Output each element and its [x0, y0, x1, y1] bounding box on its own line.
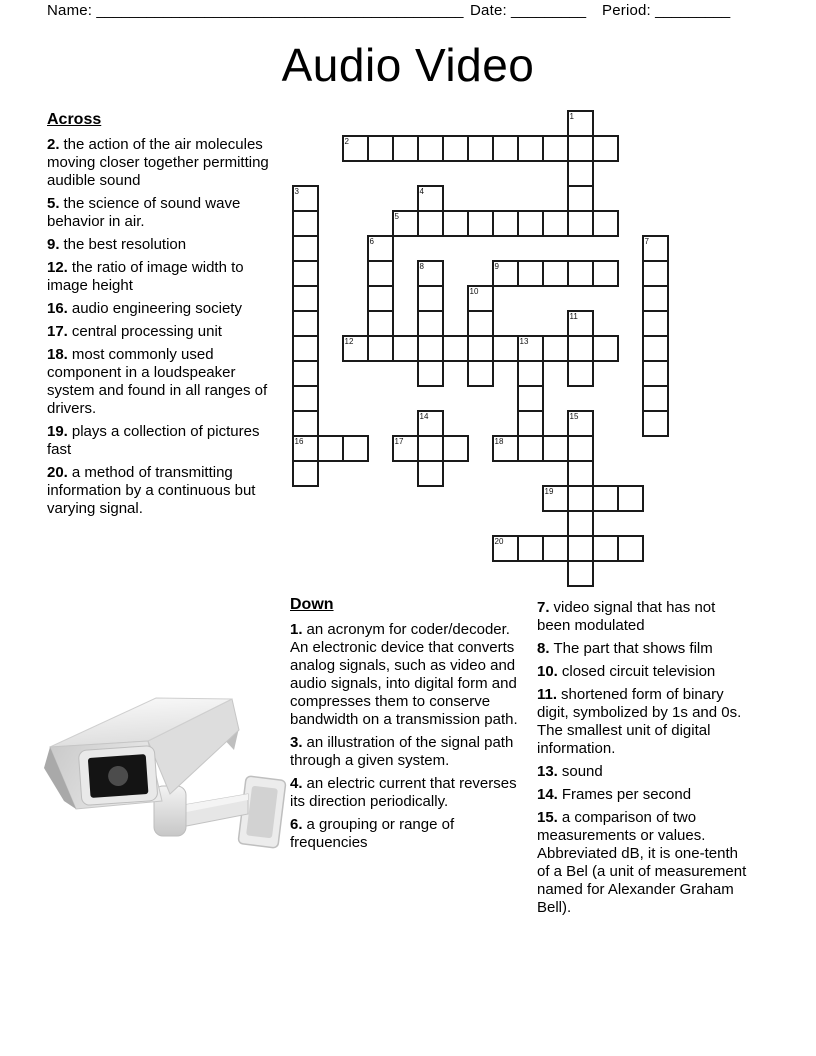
- grid-cell-number: 2: [344, 137, 349, 146]
- grid-cell: [643, 411, 668, 436]
- down-clue-10: [537, 663, 750, 681]
- grid-cell: [568, 436, 593, 461]
- clue-number: 2.: [47, 136, 60, 153]
- across-clue-5: [47, 195, 279, 231]
- grid-cell-number: 4: [419, 187, 424, 196]
- grid-cell: [418, 336, 443, 361]
- grid-cell: [468, 336, 493, 361]
- grid-cell: [293, 361, 318, 386]
- grid-cell: [468, 311, 493, 336]
- security-camera-illustration: [36, 688, 288, 860]
- grid-cell: [343, 436, 368, 461]
- across-heading: Across: [47, 111, 102, 128]
- clue-number: 3.: [290, 734, 303, 751]
- down-clue-3: [290, 734, 518, 770]
- across-section: [47, 111, 279, 523]
- clue-number: 6.: [290, 816, 303, 833]
- grid-cell-number: 7: [644, 237, 649, 246]
- grid-cell: [418, 286, 443, 311]
- across-clue-17: [47, 323, 279, 341]
- name-label: Name:: [47, 2, 93, 19]
- clue-text: audio engineering society: [71, 300, 242, 317]
- clue-number: 1.: [290, 621, 303, 638]
- grid-cell: [518, 411, 543, 436]
- grid-cell-number: 8: [419, 262, 424, 271]
- down-clue-15: [537, 809, 750, 917]
- grid-cell: [568, 511, 593, 536]
- grid-cell: [293, 261, 318, 286]
- grid-cell: [593, 336, 618, 361]
- clue-number: 14.: [537, 786, 558, 803]
- grid-cell: [543, 211, 568, 236]
- across-clue-16: [47, 300, 279, 318]
- grid-cell: [293, 411, 318, 436]
- grid-cell: [543, 136, 568, 161]
- grid-cell: [593, 136, 618, 161]
- grid-cell: [543, 261, 568, 286]
- puzzle-title: Audio Video: [281, 39, 535, 91]
- clue-text: the best resolution: [63, 236, 187, 253]
- grid-cell-number: 17: [394, 437, 404, 446]
- grid-cell: [493, 336, 518, 361]
- clue-text: a comparison of two measurements or values. Abbreviated dB, it is one-tenth of a Bel (a unit of measurement named for Alexander Graham Bell).: [537, 809, 747, 916]
- grid-cell: [568, 161, 593, 186]
- grid-cell: [543, 436, 568, 461]
- grid-cell: [293, 461, 318, 486]
- clue-text: an electric current that reverses its direction periodically.: [290, 775, 517, 810]
- grid-cell: [543, 336, 568, 361]
- grid-cell: [468, 361, 493, 386]
- crossword-grid: [292, 110, 669, 587]
- grid-cell: [568, 261, 593, 286]
- name-field: [47, 2, 463, 19]
- clue-number: 12.: [47, 259, 68, 276]
- grid-cell: [293, 336, 318, 361]
- grid-cell: [493, 136, 518, 161]
- grid-cell: [293, 211, 318, 236]
- down-clue-13: [537, 763, 750, 781]
- clue-text: a method of transmitting information by a continuous but varying signal.: [47, 464, 256, 517]
- clue-number: 13.: [537, 763, 558, 780]
- grid-cell: [493, 211, 518, 236]
- grid-cell: [643, 261, 668, 286]
- crossword-grid-container: [292, 110, 669, 592]
- down-section-col1: [290, 596, 518, 857]
- camera-arm: [154, 786, 248, 836]
- grid-cell: [643, 336, 668, 361]
- grid-cell: [368, 261, 393, 286]
- down-clue-4: [290, 775, 518, 811]
- grid-cell: [643, 386, 668, 411]
- grid-cell: [593, 486, 618, 511]
- clue-text: an acronym for coder/decoder. An electronic device that converts analog signals, such as video and audio signals, into digital form and compresses them to conserve bandwidth on a transmission path.: [290, 621, 518, 728]
- period-label: Period:: [602, 2, 651, 19]
- grid-cell-number: 16: [294, 437, 304, 446]
- clue-text: an illustration of the signal path through a given system.: [290, 734, 514, 769]
- grid-cell: [293, 386, 318, 411]
- clue-text: the ratio of image width to image height: [47, 259, 244, 294]
- down-clue-14: [537, 786, 750, 804]
- grid-cell-number: 5: [394, 212, 399, 221]
- grid-cell: [443, 211, 468, 236]
- grid-cell: [518, 386, 543, 411]
- grid-cell: [368, 336, 393, 361]
- clue-number: 18.: [47, 346, 68, 363]
- clue-number: 5.: [47, 195, 60, 212]
- clue-number: 7.: [537, 599, 550, 616]
- grid-cell: [518, 261, 543, 286]
- grid-cell: [293, 236, 318, 261]
- name-blank-line: ____________________________________________: [96, 2, 464, 19]
- clue-number: 9.: [47, 236, 60, 253]
- grid-cell: [393, 136, 418, 161]
- grid-cell: [593, 211, 618, 236]
- clue-text: plays a collection of pictures fast: [47, 423, 260, 458]
- grid-cell: [418, 136, 443, 161]
- grid-cell: [568, 186, 593, 211]
- period-field: [602, 2, 730, 19]
- grid-cell-number: 14: [419, 412, 429, 421]
- grid-cell: [368, 311, 393, 336]
- down-clue-7: [537, 599, 750, 635]
- date-field: [470, 2, 586, 19]
- grid-cell: [593, 536, 618, 561]
- grid-cell: [568, 211, 593, 236]
- clue-number: 15.: [537, 809, 558, 826]
- clue-number: 10.: [537, 663, 558, 680]
- grid-cell: [568, 336, 593, 361]
- grid-cell-number: 1: [569, 112, 574, 121]
- down-clue-8: [537, 640, 750, 658]
- grid-cell: [568, 136, 593, 161]
- grid-cell-number: 13: [519, 337, 529, 346]
- grid-cell-number: 10: [469, 287, 479, 296]
- down-clue-11: [537, 686, 750, 758]
- down-section-col2: [537, 599, 750, 922]
- grid-cell: [418, 361, 443, 386]
- across-clue-2: [47, 136, 279, 190]
- down-clue-1: [290, 621, 518, 729]
- grid-cell: [418, 311, 443, 336]
- grid-cell: [568, 561, 593, 586]
- grid-cell: [368, 136, 393, 161]
- grid-cell: [568, 361, 593, 386]
- grid-cell: [568, 461, 593, 486]
- grid-cell-number: 6: [369, 237, 374, 246]
- grid-cell: [568, 536, 593, 561]
- clue-text: most commonly used component in a loudspeaker system and found in all ranges of drivers.: [47, 346, 268, 417]
- grid-cell-number: 12: [344, 337, 354, 346]
- clue-text: the science of sound wave behavior in air.: [47, 195, 241, 230]
- grid-cell: [418, 436, 443, 461]
- clue-text: sound: [561, 763, 603, 780]
- across-clue-9: [47, 236, 279, 254]
- grid-cell: [518, 136, 543, 161]
- grid-cell-number: 15: [569, 412, 579, 421]
- grid-cell: [518, 361, 543, 386]
- across-clue-19: [47, 423, 279, 459]
- period-blank-line: _________: [655, 2, 731, 19]
- clue-text: Frames per second: [561, 786, 692, 803]
- grid-cell-number: 11: [569, 312, 578, 321]
- grid-cell-number: 20: [494, 537, 504, 546]
- grid-cell: [643, 311, 668, 336]
- grid-cell: [443, 136, 468, 161]
- grid-cell: [418, 211, 443, 236]
- grid-cell: [643, 286, 668, 311]
- clue-text: video signal that has not been modulated: [537, 599, 716, 634]
- grid-cell: [518, 536, 543, 561]
- across-clue-20: [47, 464, 279, 518]
- grid-cell: [568, 486, 593, 511]
- grid-cell: [468, 136, 493, 161]
- date-label: Date:: [470, 2, 507, 19]
- clue-number: 11.: [537, 686, 558, 703]
- grid-cell: [318, 436, 343, 461]
- date-blank-line: _________: [511, 2, 587, 19]
- grid-cell: [418, 461, 443, 486]
- clue-text: a grouping or range of frequencies: [290, 816, 455, 851]
- grid-cell: [368, 286, 393, 311]
- clue-number: 16.: [47, 300, 68, 317]
- grid-cell: [643, 361, 668, 386]
- clue-text: central processing unit: [71, 323, 222, 340]
- grid-cell: [518, 211, 543, 236]
- clue-number: 19.: [47, 423, 68, 440]
- grid-cell-number: 9: [494, 262, 499, 271]
- down-heading: Down: [290, 596, 334, 613]
- grid-cell: [618, 536, 643, 561]
- grid-cell-number: 19: [544, 487, 554, 496]
- clue-number: 8.: [537, 640, 550, 657]
- grid-cell: [593, 261, 618, 286]
- clue-text: the action of the air molecules moving closer together permitting audible sound: [47, 136, 269, 189]
- grid-cell: [468, 211, 493, 236]
- grid-cell: [393, 336, 418, 361]
- grid-cell-number: 3: [294, 187, 299, 196]
- across-clue-12: [47, 259, 279, 295]
- clue-number: 20.: [47, 464, 68, 481]
- grid-cell: [443, 436, 468, 461]
- grid-cell: [518, 436, 543, 461]
- down-clue-6: [290, 816, 518, 852]
- grid-cell: [543, 536, 568, 561]
- clue-text: The part that shows film: [553, 640, 713, 657]
- clue-number: 17.: [47, 323, 68, 340]
- across-clue-18: [47, 346, 279, 418]
- clue-number: 4.: [290, 775, 303, 792]
- grid-cell-number: 18: [494, 437, 504, 446]
- grid-cell: [293, 286, 318, 311]
- grid-cell: [443, 336, 468, 361]
- clue-text: shortened form of binary digit, symbolized by 1s and 0s. The smallest unit of digital information.: [537, 686, 742, 757]
- grid-cell: [618, 486, 643, 511]
- grid-cell: [293, 311, 318, 336]
- clue-text: closed circuit television: [561, 663, 716, 680]
